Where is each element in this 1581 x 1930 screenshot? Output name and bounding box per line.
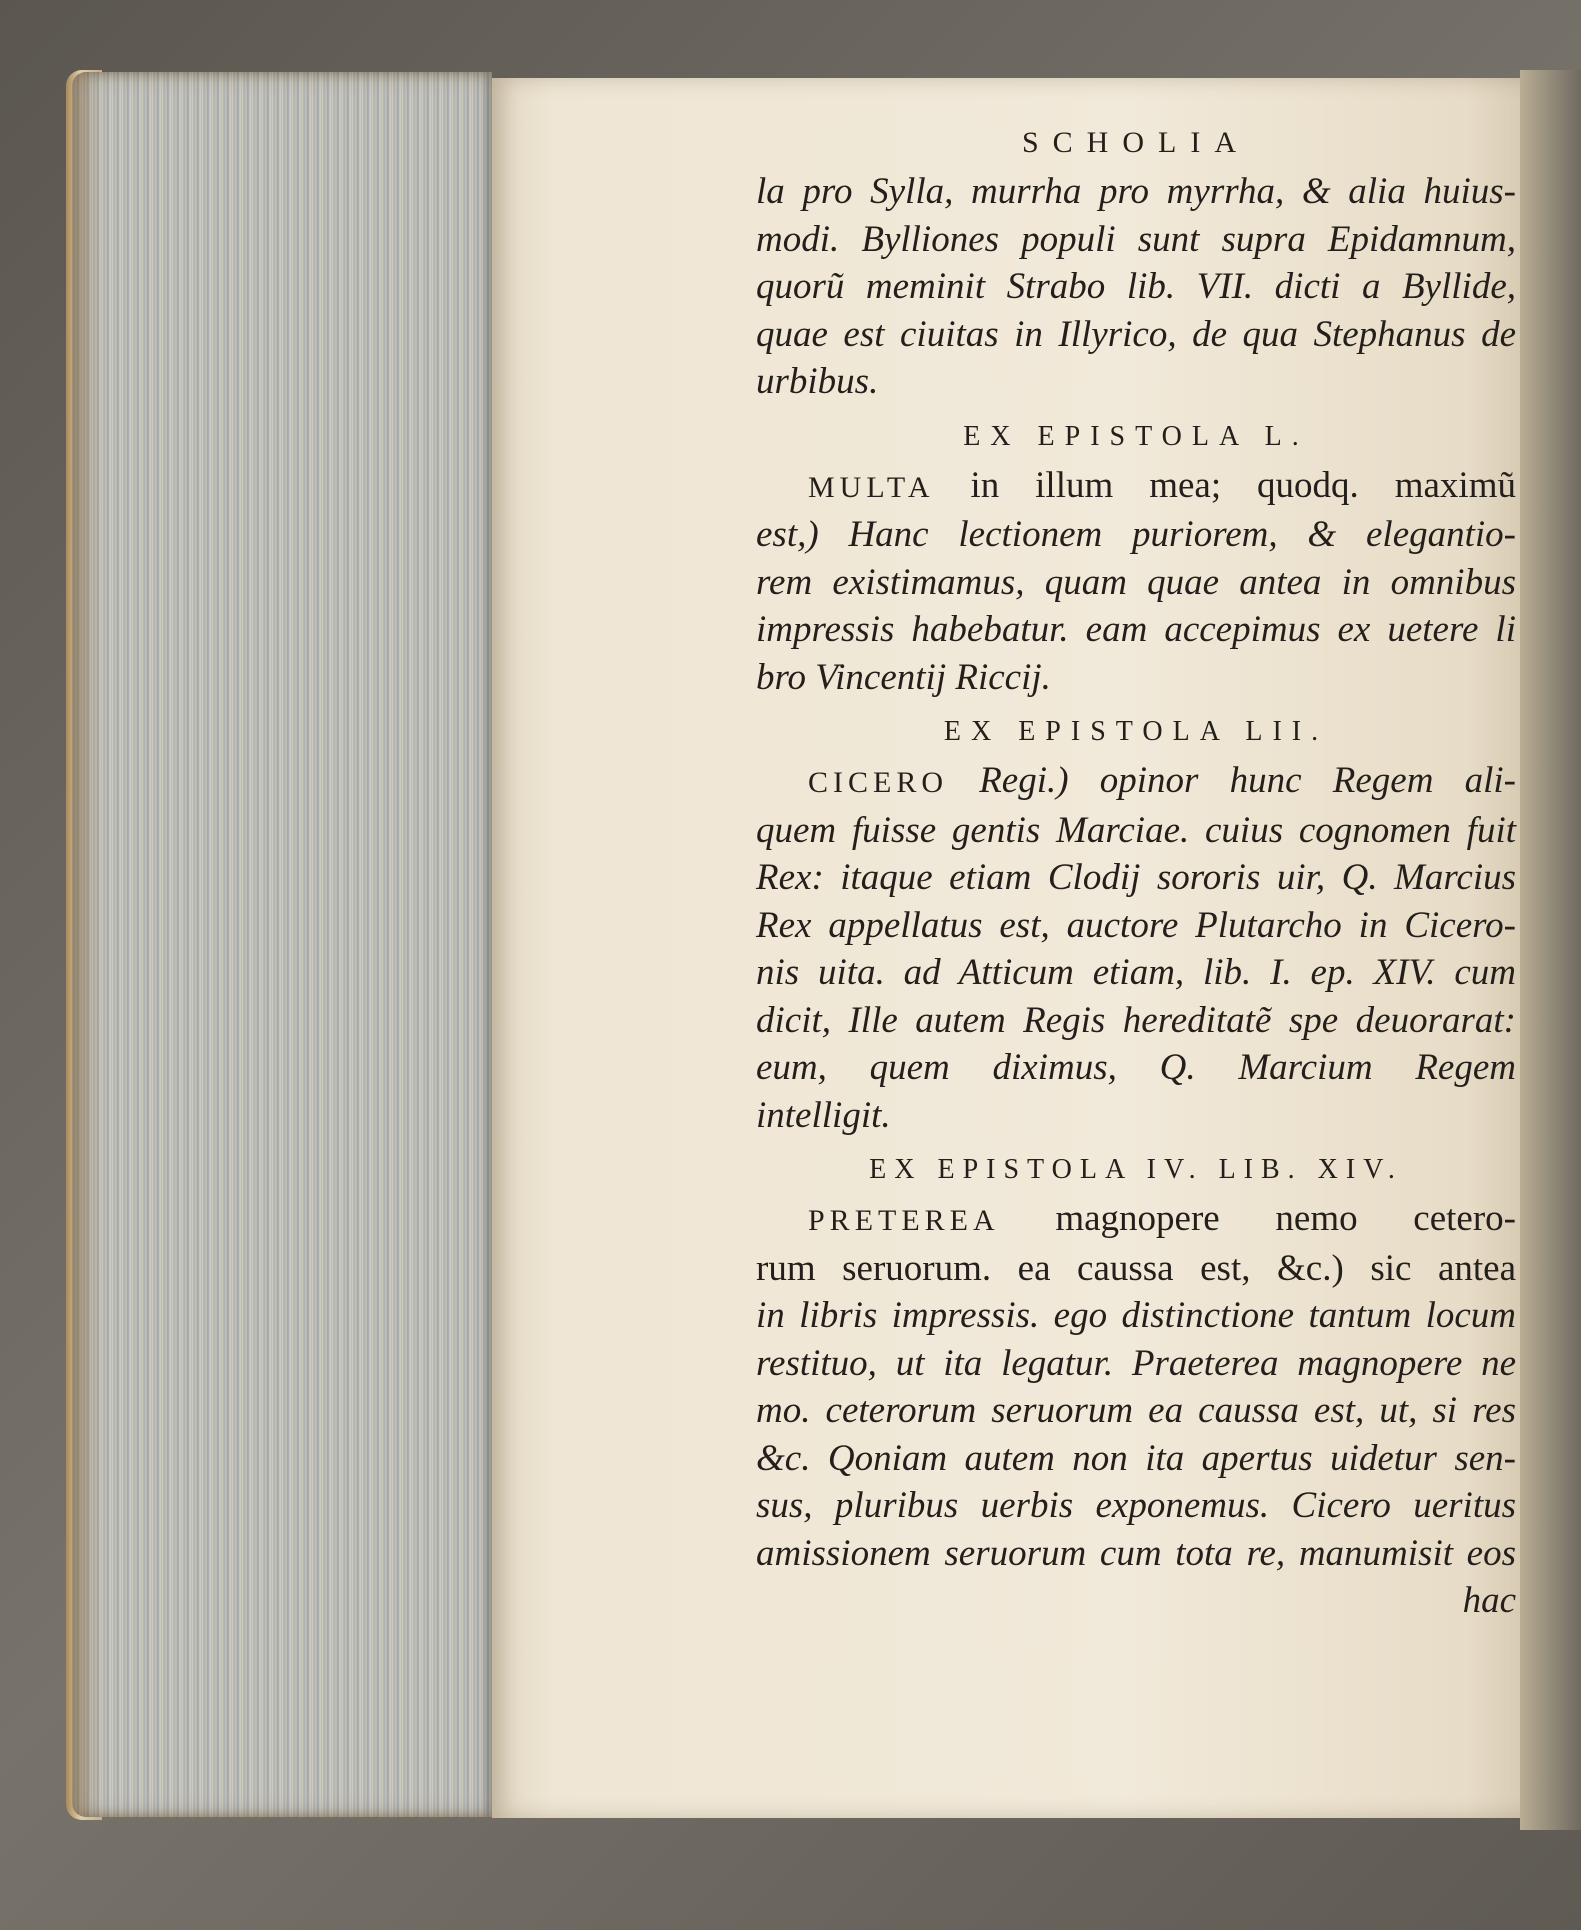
text-line: quem fuisse gentis Marciae. cuius cognomen fuit [756,809,1516,851]
text-line: quae est ciuitas in Illyrico, de qua Stephanus de [756,313,1516,355]
text-line: dicit, Ille autem Regis hereditatẽ spe deuorarat: [756,999,1516,1041]
section-heading: EX EPISTOLA LII. [943,716,1329,747]
section-heading: EX EPISTOLA IV. LIB. XIV. [869,1154,1403,1185]
text-line: rum seruorum. ea caussa est, &c.) sic antea [756,1247,1516,1289]
line-text: in illum mea; quodq. maximũ [934,464,1516,506]
text-line: urbibus. [756,361,879,402]
text-line: eum, quem diximus, Q. Marcium Regem [756,1047,1516,1088]
text-line: quorũ meminit Strabo lib. VII. dicti a Byllide, [756,266,1516,307]
text-line [756,757,1516,807]
text-line: intelligit. [756,1094,891,1136]
text-line: bro Vincentij Riccij. [756,656,1051,698]
text-line: sus, pluribus uerbis exponemus. Cicero ueritus [756,1485,1516,1526]
text-line: mo. ceterorum seruorum ea caussa est, ut, si res [756,1390,1516,1431]
text-line: &c. Qoniam autem non ita apertus uidetur sen- [756,1437,1516,1479]
line-text: magnopere nemo cetero- [999,1198,1516,1239]
gutter-shadow [1520,70,1581,1830]
lead-word: MULTA [808,470,935,504]
text-line: la pro Sylla, murrha pro myrrha, & alia huius- [756,171,1516,212]
page-text [756,118,1516,1625]
text-line: Rex: itaque etiam Clodij sororis uir, Q. Marcius [756,857,1516,898]
section-heading: EX EPISTOLA L. [963,420,1309,452]
text-line: in libris impressis. ego distinctione tantum locum [756,1295,1516,1336]
text-line: amissionem seruorum cum tota re, manumisit eos [756,1532,1516,1574]
text-line: impressis habebatur. eam accepimus ex uetere li [756,609,1516,650]
text-line: rem existimamus, quam quae antea in omnibus [756,561,1516,603]
line-text: Regi.) opinor hunc Regem ali- [948,760,1516,801]
text-line: est,) Hanc lectionem puriorem, & elegantio- [756,514,1516,555]
running-head: SCHOLIA [1021,126,1250,159]
text-line: restituo, ut ita legatur. Praeterea magnopere ne [756,1342,1516,1384]
text-line: modi. Byllіones populi sunt supra Epidamnum, [756,218,1516,260]
text-line: Rex appellatus est, auctore Plutarcho in Cicero- [756,904,1516,946]
book-page-block [72,72,492,1817]
catchword: hac [1462,1580,1516,1621]
text-line [756,462,1516,512]
lead-word: CICERO [808,766,949,799]
text-line [756,1195,1516,1245]
lead-word: PRETEREA [808,1204,1000,1237]
text-line: nis uita. ad Atticum etiam, lib. I. ep. XIV. cum [756,952,1516,993]
